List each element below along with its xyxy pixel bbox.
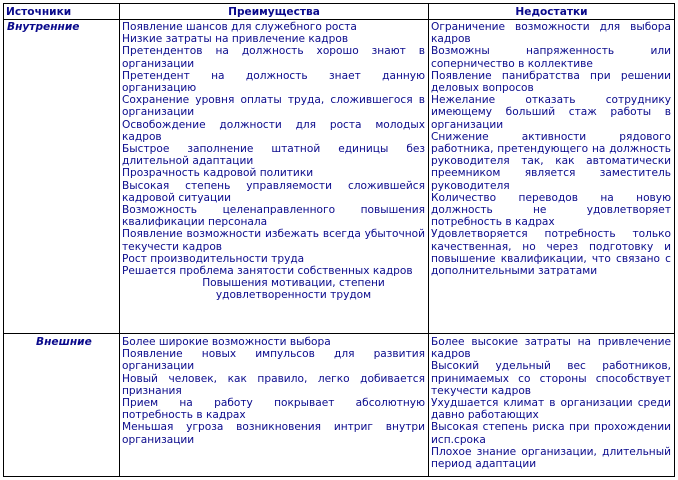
internal-disadvantages-cell xyxy=(431,21,671,277)
list-item: Прозрачность кадровой политики xyxy=(122,167,314,180)
list-item: Высокий удельный вес работников, принимаемых со стороны способствует текучести кадров xyxy=(431,360,671,397)
source-internal: Внутренние xyxy=(7,21,80,33)
column-divider xyxy=(428,4,429,476)
list-item: Удовлетворяется потребность только качественная, но через подготовку и повышение квалификации, что связано с дополнительными затратами xyxy=(431,228,671,278)
list-item: Появление возможности избежать всегда убыточной текучести кадров xyxy=(122,228,425,253)
header-divider xyxy=(4,19,674,20)
list-item: Решается проблема занятости собственных кадров xyxy=(122,265,413,278)
header-sources: Источники xyxy=(6,6,72,18)
list-item: Претендент на должность знает данную организацию xyxy=(122,69,425,95)
list-item: Прием на работу покрывает абсолютную потребность в кадрах xyxy=(122,397,425,422)
list-item: Ухудшается климат в организации среди давно работающих xyxy=(431,397,671,422)
list-item: Высокая степень риска при прохождении исп.срока xyxy=(431,421,671,446)
external-disadvantages-cell xyxy=(431,336,671,470)
column-divider xyxy=(119,4,120,476)
comparison-table xyxy=(3,3,675,477)
list-item: Высокая степень управляемости сложившейся кадровой ситуации xyxy=(122,179,425,204)
list-item: Низкие затраты на привлечение кадров xyxy=(122,33,349,46)
list-item: Быстрое заполнение штатной единицы без длительной адаптации xyxy=(122,143,425,168)
list-item: Освобождение должности для роста молодых кадров xyxy=(122,118,425,143)
list-item: Рост производительности труда xyxy=(122,252,305,265)
header-advantages: Преимущества xyxy=(228,6,320,18)
external-advantages-cell xyxy=(122,336,425,446)
source-external: Внешние xyxy=(36,336,92,348)
list-item: Более высокие затраты на привлечение кадров xyxy=(431,336,671,361)
list-item: Снижение активности рядового работника, претендующего на должность руководителя так, как автоматически преемником является заместитель руководителя xyxy=(431,130,671,192)
list-item: Претендентов на должность хорошо знают в организации xyxy=(122,45,425,70)
list-item: Сохранение уровня оплаты труда, сложившегося в организации xyxy=(122,94,425,119)
list-item: Более широкие возможности выбора xyxy=(122,336,331,348)
row-divider xyxy=(4,333,674,334)
list-item: Ограничение возможности для выбора кадров xyxy=(431,21,671,46)
list-item: Появление панибратства при решении деловых вопросов xyxy=(431,69,671,95)
header-disadvantages: Недостатки xyxy=(515,6,588,18)
internal-advantages-cell xyxy=(122,21,425,302)
list-item: Повышения мотивации, степени удовлетворенности трудом xyxy=(202,277,385,302)
list-item: Новый человек, как правило, легко добивается признания xyxy=(122,372,425,397)
list-item: Плохое знание организации, длительный период адаптации xyxy=(431,445,671,471)
list-item: Появление новых импульсов для развития организации xyxy=(122,348,425,373)
list-item: Меньшая угроза возникновения интриг внутри организации xyxy=(122,421,425,446)
list-item: Появление шансов для служебного роста xyxy=(122,21,357,33)
list-item: Нежелание отказать сотруднику имеющему больший стаж работы в организации xyxy=(431,94,671,131)
list-item: Возможность целенаправленного повышения квалификации персонала xyxy=(122,204,425,229)
list-item: Количество переводов на новую должность не удовлетворяет потребность в кадрах xyxy=(431,191,671,229)
list-item: Возможны напряженность или соперничество в коллективе xyxy=(431,45,671,70)
